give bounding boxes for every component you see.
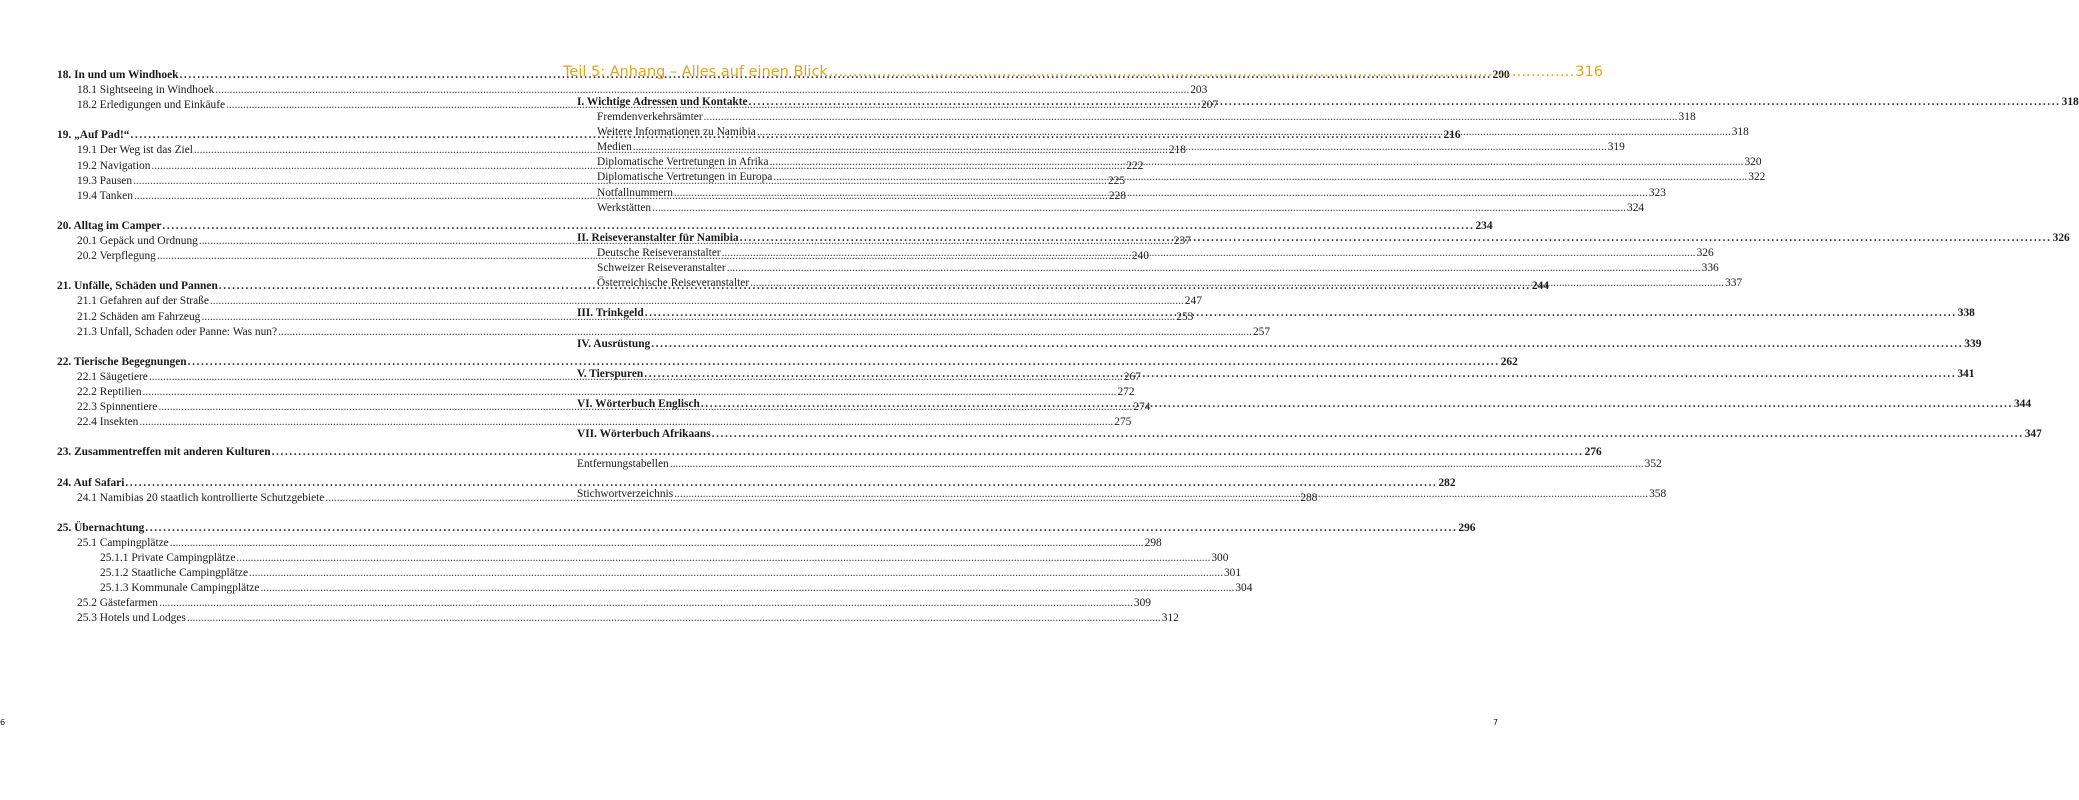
section-spacer xyxy=(57,506,434,521)
toc-chapter-page-number: 318 xyxy=(2061,96,2079,108)
toc-subsection-page-number: 309 xyxy=(1133,597,1151,610)
toc-subsection-row xyxy=(57,611,1179,626)
toc-subsection-page-number: 228 xyxy=(1108,189,1126,202)
toc-subsection-title: 19.3 Pausen xyxy=(77,174,133,187)
toc-subsection-title: 22.4 Insekten xyxy=(77,416,139,429)
section-spacer xyxy=(577,291,954,306)
toc-subsection-title: 20.2 Verpflegung xyxy=(77,250,156,263)
toc-chapter-page-number: 200 xyxy=(1492,69,1510,81)
toc-chapter-page-number: 344 xyxy=(2013,397,2032,410)
toc-subsection-page-number: 222 xyxy=(1126,159,1144,172)
toc-subsection-title: 22.1 Säugetiere xyxy=(77,370,148,383)
toc-subsection-row xyxy=(577,201,1645,216)
toc-subsection-page-number: 322 xyxy=(1748,171,1766,184)
toc-subsubsection-page-number: 300 xyxy=(1211,552,1229,564)
dot-leader xyxy=(651,337,1963,352)
dot-leader xyxy=(770,155,1744,170)
toc-subsection-row xyxy=(57,385,1135,400)
section-spacer xyxy=(577,352,954,367)
dot-leader xyxy=(750,276,1724,291)
toc-subsection-page-number: 218 xyxy=(1168,144,1186,157)
toc-chapter-page-number: 282 xyxy=(1438,476,1456,489)
page-number-left: 6 xyxy=(0,718,6,727)
dot-leader xyxy=(722,246,1696,261)
toc-subsection-title: 19.2 Navigation xyxy=(77,159,151,172)
section-spacer xyxy=(57,113,434,128)
toc-subsection-title: 19.4 Tanken xyxy=(77,189,133,202)
toc-chapter-title: 18. In und um Windhoek xyxy=(57,69,179,81)
toc-subsection-page-number: 326 xyxy=(1696,246,1714,259)
toc-entry-row xyxy=(577,457,1662,472)
toc-chapter-title: 19. „Auf Pad!“ xyxy=(57,129,130,142)
dot-leader xyxy=(712,427,2024,442)
toc-subsection-title: 25.3 Hotels und Lodges xyxy=(77,612,186,625)
toc-subsection-page-number: 318 xyxy=(1731,126,1749,139)
toc-subsection-title: 25.1 Campingplätze xyxy=(77,536,169,549)
section-spacer xyxy=(577,442,954,457)
dot-leader xyxy=(749,95,2061,110)
toc-subsubsection-title: 25.1.3 Kommunale Campingplätze xyxy=(100,582,260,595)
toc-subsection-page-number: 257 xyxy=(1252,325,1271,338)
toc-subsection-page-number: 275 xyxy=(1114,416,1132,429)
toc-entry-page-number: 358 xyxy=(1649,488,1667,501)
toc-subsection-title: 25.2 Gästefarmen xyxy=(77,597,158,610)
toc-chapter-page-number: 262 xyxy=(1500,355,1518,368)
toc-chapter-title: 21. Unfälle, Schäden und Pannen xyxy=(57,280,218,293)
toc-subsection-page-number: 225 xyxy=(1107,174,1126,187)
toc-subsection-title: 24.1 Namibias 20 staatlich kontrollierte Schutzgebiete xyxy=(77,491,325,504)
dot-leader xyxy=(644,367,1956,382)
toc-subsubsection-row xyxy=(57,551,1229,566)
toc-subsection-title: Schweizer Reiseveranstalter xyxy=(597,262,726,275)
toc-subsection-row xyxy=(577,110,1696,125)
toc-subsection-title: Werkstätten xyxy=(597,201,652,214)
toc-subsection-title: 21.2 Schäden am Fahrzeug xyxy=(77,310,201,323)
toc-subsection-page-number: 298 xyxy=(1144,536,1162,549)
toc-subsubsection-page-number: 304 xyxy=(1235,582,1253,595)
toc-chapter-page-number: 341 xyxy=(1957,367,1975,380)
toc-chapter-row xyxy=(57,445,1602,460)
page-number-right: 7 xyxy=(1493,718,1499,727)
dot-leader xyxy=(633,140,1607,155)
toc-subsubsection-row xyxy=(57,566,1242,581)
section-spacer xyxy=(57,204,434,219)
dot-leader xyxy=(773,170,1747,185)
toc-chapter-row xyxy=(577,337,1982,352)
toc-entry-title: Stichwortverzeichnis xyxy=(577,488,674,501)
toc-entry-page-number: 352 xyxy=(1644,458,1662,471)
toc-chapter-page-number: 326 xyxy=(2052,231,2070,244)
toc-chapter-title: 23. Zusammentreffen mit anderen Kulturen xyxy=(57,446,271,459)
part-header-label: Teil 5: Anhang – Alles auf einen Blick xyxy=(563,64,828,80)
dot-leader xyxy=(670,457,1644,472)
toc-subsection-page-number: 312 xyxy=(1161,612,1179,625)
toc-subsection-page-number: 337 xyxy=(1725,277,1743,290)
toc-subsection-row xyxy=(57,294,1202,309)
toc-subsection-row xyxy=(57,596,1151,611)
toc-chapter-page-number: 338 xyxy=(1957,307,1975,320)
toc-chapter-title: V. Tierspuren xyxy=(577,367,644,380)
dot-leader xyxy=(704,110,1678,125)
toc-chapter-title: VI. Wörterbuch Englisch xyxy=(577,397,700,410)
dot-leader xyxy=(829,64,1574,80)
toc-subsection-page-number: 267 xyxy=(1123,370,1141,383)
toc-subsection-row xyxy=(577,261,1719,276)
section-spacer xyxy=(577,472,954,487)
toc-subsection-page-number: 318 xyxy=(1678,111,1696,124)
dot-leader xyxy=(674,487,1648,502)
toc-subsection-row xyxy=(57,325,1271,340)
toc-subsection-title: 18.2 Erledigungen und Einkäufe xyxy=(77,99,226,112)
toc-chapter-row xyxy=(57,476,1456,491)
toc-chapter-page-number: 244 xyxy=(1531,280,1549,293)
toc-chapter-title: 20. Alltag im Camper xyxy=(57,219,162,232)
toc-subsection-page-number: 272 xyxy=(1117,385,1135,398)
toc-chapter-title: III. Trinkgeld xyxy=(577,307,644,320)
toc-subsection-title: 19.1 Der Weg ist das Ziel xyxy=(77,144,193,157)
toc-subsection-row xyxy=(57,83,1208,98)
toc-subsection-title: 18.1 Sightseeing in Windhoek xyxy=(77,84,215,97)
toc-subsection-title: Weitere Informationen zu Namibia xyxy=(597,126,756,139)
toc-chapter-row xyxy=(57,219,1493,234)
toc-subsection-title: 22.3 Spinnentiere xyxy=(77,401,158,414)
toc-chapter-title: II. Reiseveranstalter für Namibia xyxy=(577,231,739,244)
toc-subsubsection-title: 25.1.1 Private Campingplätze xyxy=(100,552,236,564)
section-spacer xyxy=(577,382,954,397)
toc-chapter-page-number: 347 xyxy=(2024,428,2042,441)
toc-subsection-page-number: 240 xyxy=(1131,250,1149,263)
toc-subsection-title: 21.1 Gefahren auf der Straße xyxy=(77,295,209,308)
toc-subsection-title: Diplomatische Vertretungen in Afrika xyxy=(597,156,769,169)
toc-chapter-row xyxy=(57,521,1476,536)
dot-leader xyxy=(645,306,1957,321)
section-spacer xyxy=(577,321,954,336)
section-spacer xyxy=(577,412,954,427)
toc-subsection-page-number: 247 xyxy=(1184,295,1202,308)
toc-chapter-title: 22. Tierische Begegnungen xyxy=(57,355,187,368)
toc-subsection-title: Deutsche Reiseveranstalter xyxy=(597,246,721,259)
toc-chapter-title: 24. Auf Safari xyxy=(57,476,125,489)
toc-entry-title: Entfernungstabellen xyxy=(577,458,669,471)
dot-leader xyxy=(727,261,1701,276)
toc-chapter-page-number: 234 xyxy=(1475,219,1493,232)
toc-chapter-page-number: 296 xyxy=(1458,521,1476,534)
section-spacer xyxy=(57,430,434,445)
toc-chapter-page-number: 216 xyxy=(1443,129,1461,142)
toc-subsection-title: 20.1 Gepäck und Ordnung xyxy=(77,235,198,248)
toc-subsection-page-number: 320 xyxy=(1744,156,1762,169)
part-header-page: 316 xyxy=(1575,64,1603,80)
toc-subsubsection-page-number: 301 xyxy=(1223,567,1242,580)
toc-subsection-title: Österreichische Reiseveranstalter xyxy=(597,277,750,290)
toc-subsection-title: 21.3 Unfall, Schaden oder Panne: Was nun? xyxy=(77,325,278,338)
dot-leader xyxy=(674,186,1648,201)
toc-chapter-title: IV. Ausrüstung xyxy=(577,337,651,350)
toc-subsection-title: 22.2 Reptilien xyxy=(77,385,142,398)
section-spacer xyxy=(57,460,434,475)
toc-subsection-page-number: 324 xyxy=(1627,201,1645,214)
section-spacer xyxy=(57,340,434,355)
toc-chapter-row xyxy=(577,427,2042,442)
toc-subsubsection-row xyxy=(57,581,1253,596)
toc-subsubsection-title: 25.1.2 Staatliche Campingplätze xyxy=(100,567,249,580)
toc-chapter-page-number: 276 xyxy=(1584,446,1602,459)
toc-chapter-title: 25. Übernachtung xyxy=(57,521,145,534)
toc-subsection-page-number: 203 xyxy=(1190,84,1208,97)
dot-leader xyxy=(652,201,1626,216)
dot-leader xyxy=(701,397,2013,412)
toc-subsection-page-number: 323 xyxy=(1648,186,1666,199)
toc-subsection-row xyxy=(57,536,1162,551)
toc-subsection-row xyxy=(57,415,1132,430)
toc-subsection-page-number: 288 xyxy=(1300,491,1318,504)
toc-subsection-page-number: 237 xyxy=(1173,235,1191,248)
toc-chapter-title: I. Wichtige Adressen und Kontakte xyxy=(577,96,748,108)
toc-chapter-title: VII. Wörterbuch Afrikaans xyxy=(577,428,711,441)
toc-subsection-page-number: 274 xyxy=(1133,401,1151,414)
dot-leader xyxy=(740,231,2052,246)
section-spacer xyxy=(57,264,434,279)
toc-chapter-page-number: 339 xyxy=(1964,337,1982,350)
toc-subsection-page-number: 336 xyxy=(1701,262,1719,275)
toc-subsection-page-number: 207 xyxy=(1200,99,1219,112)
section-spacer xyxy=(577,216,954,231)
toc-subsection-page-number: 319 xyxy=(1607,141,1625,154)
toc-subsection-title: Notfallnummern xyxy=(597,186,673,199)
toc-chapter-row xyxy=(57,355,1518,370)
toc-subsection-title: Diplomatische Vertretungen in Europa xyxy=(597,171,773,184)
toc-subsection-title: Medien xyxy=(597,141,632,154)
dot-leader xyxy=(757,125,1731,140)
toc-subsection-title: Fremdenverkehrsämter xyxy=(597,111,703,124)
toc-subsection-page-number: 253 xyxy=(1176,310,1194,323)
